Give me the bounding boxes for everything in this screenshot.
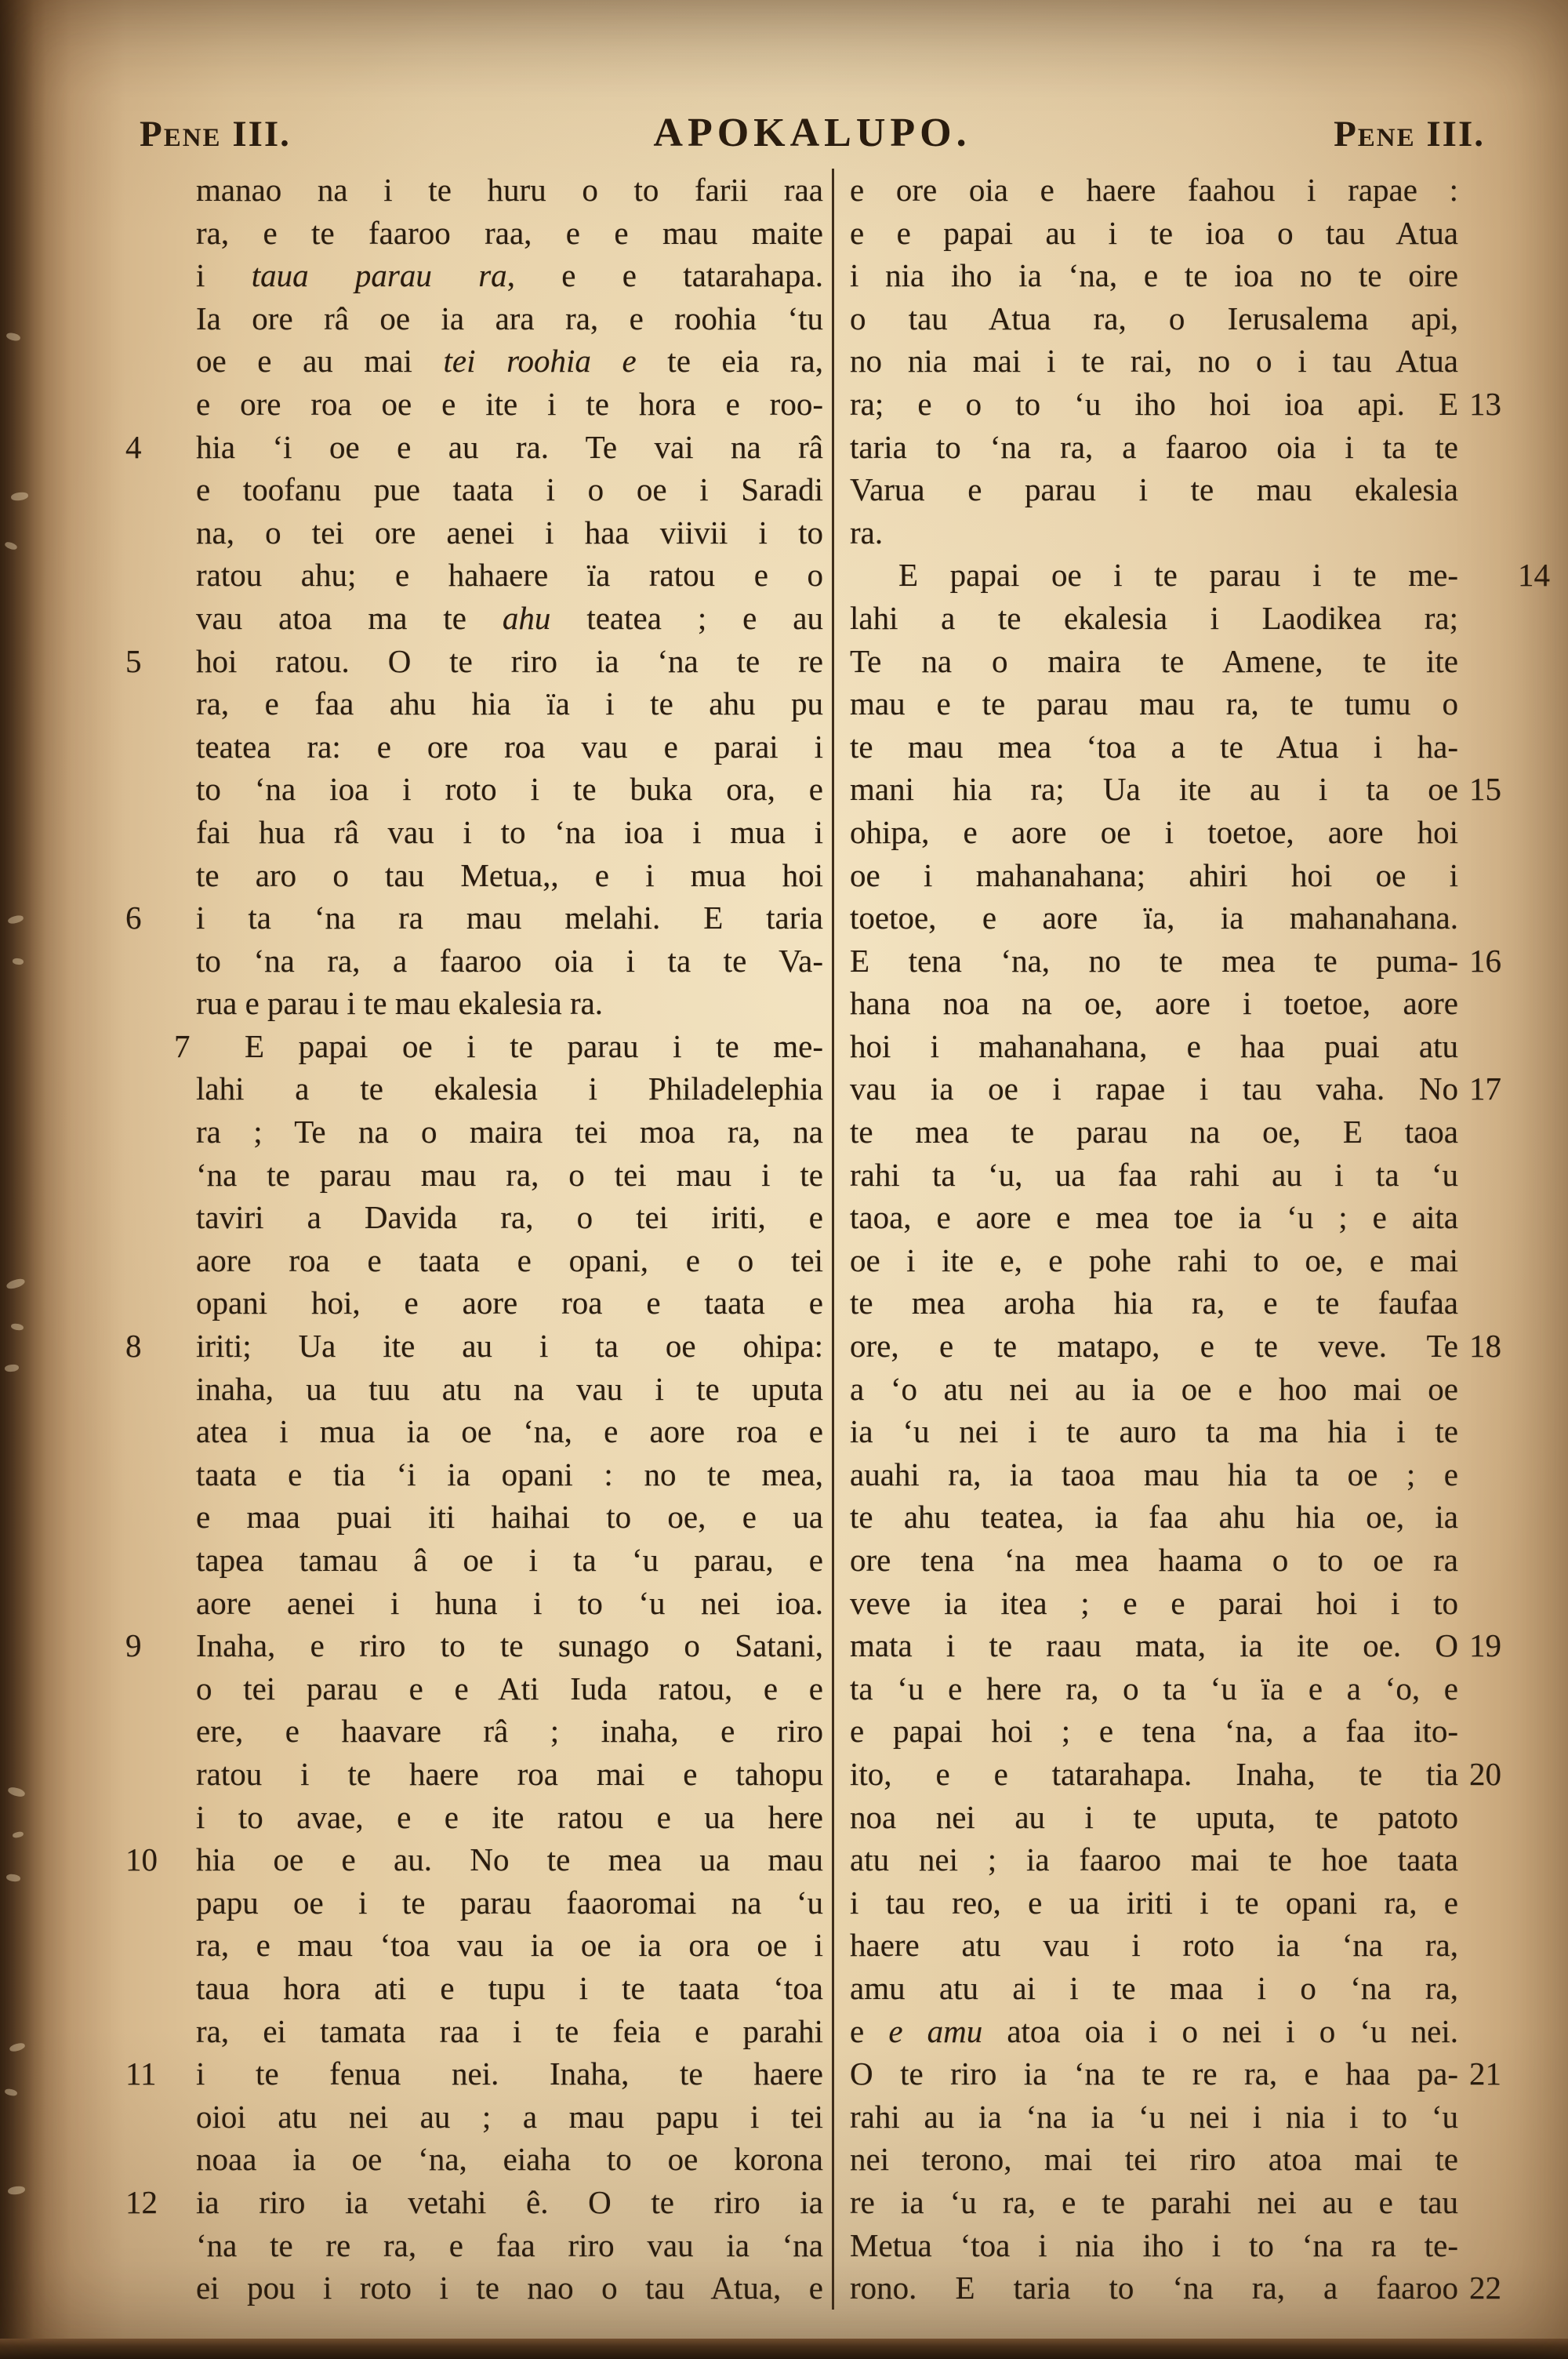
verse-line: [850, 1881, 1458, 1925]
line-text: hia oe e au. No te mea ua mau: [196, 1841, 823, 1878]
line-text: atu nei ; ia faaroo mai te hoe taata: [850, 1841, 1458, 1878]
verse-line: [850, 2052, 1501, 2095]
verse-line: [850, 169, 1458, 212]
verse-line: [196, 940, 823, 983]
verse-number: 4: [125, 428, 142, 465]
line-text: hoi i mahanahana, e haa puai atu: [850, 1027, 1458, 1064]
line-text: ia ‘u nei i te auro ta ma hia i te: [850, 1413, 1458, 1450]
line-text: tapea tamau â oe i ta ‘u parau, e: [196, 1542, 823, 1578]
line-text: te eia ra,: [636, 343, 823, 380]
verse-line: [196, 1967, 823, 2010]
line-text: ‘na te parau mau ra, o tei mau i te: [196, 1156, 823, 1193]
verse-line: [850, 340, 1458, 383]
verse-line: [850, 1582, 1458, 1625]
line-text: mani hia ra; Ua ite au i ta oe: [850, 771, 1458, 808]
line-text: i nia iho ia ‘na, e te ioa no te oire: [850, 257, 1458, 294]
verse-line: [196, 1667, 823, 1710]
line-text: Metua ‘toa i nia iho i to ‘na ra te-: [850, 2226, 1458, 2263]
line-text: ra, e te faaroo raa, e e mau maite: [196, 214, 823, 251]
line-text: ra, e mau ‘toa vau ia oe ia ora oe i: [196, 1927, 823, 1964]
verse-line: [196, 725, 823, 769]
line-text: e ore oia e haere faahou i rapae :: [850, 172, 1458, 208]
verse-line: [850, 896, 1458, 940]
left-column: [125, 169, 823, 2310]
line-text: taata e tia ‘i ia opani : no te mea,: [196, 1456, 823, 1492]
book-spine-shadow: [0, 0, 45, 2359]
italic-text: taua parau ra: [251, 257, 507, 294]
verse-line: [196, 2095, 823, 2139]
verse-number: 9: [125, 1627, 142, 1664]
text-columns: [88, 169, 1550, 2310]
verse-number: 15: [1469, 771, 1501, 808]
verse-line: [850, 811, 1458, 854]
verse-number: 22: [1469, 2270, 1501, 2306]
line-text: a ‘o atu nei au ia oe e hoo mai oe: [850, 1370, 1458, 1407]
verse-line: [850, 212, 1458, 255]
verse-line: [196, 854, 823, 897]
line-text: i: [196, 257, 252, 294]
verse-line: [850, 468, 1458, 511]
verse-number: 10: [125, 1841, 158, 1878]
verse-line: [196, 1410, 823, 1453]
verse-number: 12: [125, 2183, 158, 2220]
line-text: ‘na te re ra, e faa riro vau ia ‘na: [196, 2226, 823, 2263]
line-text: haere atu vau i roto ia ‘na ra,: [850, 1927, 1458, 1964]
running-header: [88, 110, 1523, 156]
verse-line: [125, 1325, 823, 1368]
line-text: ia riro ia vetahi ê. O te riro ia: [196, 2183, 823, 2220]
verse-line: [196, 511, 823, 554]
verse-line: [850, 1624, 1501, 1667]
line-text: e maa puai iti haihai to oe, e ua: [196, 1499, 823, 1536]
verse-line: [196, 169, 823, 212]
line-text: oe i mahanahana; ahiri hoi oe i: [850, 856, 1458, 893]
verse-line: [174, 1025, 823, 1068]
line-text: taua hora ati e tupu i te taata ‘toa: [196, 1969, 823, 2006]
line-text: rua e parau i te mau ekalesia ra.: [196, 985, 604, 1022]
verse-line: [196, 1239, 823, 1282]
verse-line: [850, 854, 1458, 897]
verse-line: [850, 2181, 1458, 2224]
verse-line: [850, 768, 1501, 811]
verse-line: [196, 1196, 823, 1239]
verse-number: 6: [125, 900, 142, 936]
verse-line: [850, 2266, 1501, 2310]
line-text: te aro o tau Metua,, e i mua hoi: [196, 856, 823, 893]
verse-line: [125, 2181, 823, 2224]
line-text: oe i ite e, e pohe rahi to oe, e mai: [850, 1241, 1458, 1278]
verse-line: [125, 426, 823, 469]
verse-line: [196, 468, 823, 511]
verse-line: [125, 1838, 823, 1881]
line-text: i te fenua nei. Inaha, te haere: [196, 2055, 823, 2092]
verse-line: [196, 254, 823, 297]
line-text: Ia ore râ oe ia ara ra, e roohia ‘tu: [196, 300, 823, 336]
verse-line: [196, 1067, 823, 1110]
verse-line: [196, 682, 823, 725]
line-text: o tau Atua ra, o Ierusalema api,: [850, 300, 1458, 336]
verse-line: [850, 426, 1458, 469]
line-text: , e e tatarahapa.: [506, 257, 823, 294]
line-text: atea i mua ia oe ‘na, e aore roa e: [196, 1413, 823, 1450]
line-text: rono. E taria to ‘na ra, a faaroo: [850, 2270, 1458, 2306]
line-text: e toofanu pue taata i o oe i Saradi: [196, 471, 823, 508]
verse-line: [196, 2010, 823, 2053]
line-text: taoa, e aore e mea toe ia ‘u ; e aita: [850, 1199, 1458, 1236]
line-text: hoi ratou. O te riro ia ‘na te re: [196, 642, 823, 679]
line-text: ra, e faa ahu hia ïa i te ahu pu: [196, 685, 823, 722]
verse-line: [196, 1496, 823, 1539]
verse-number: 14: [1518, 557, 1550, 594]
line-text: e: [850, 2012, 889, 2049]
verse-line: [850, 383, 1501, 426]
verse-line: [196, 1796, 823, 1839]
verse-line: [196, 1881, 823, 1925]
line-text: aore roa e taata e opani, e o tei: [196, 1241, 823, 1278]
verse-number: 21: [1469, 2055, 1501, 2092]
verse-line: [850, 2138, 1458, 2181]
line-text: te mea aroha hia ra, e te faufaa: [850, 1285, 1458, 1321]
line-text: e ore roa oe e ite i te hora e roo-: [196, 385, 823, 422]
verse-line: [196, 383, 823, 426]
line-text: lahi a te ekalesia i Laodikea ra;: [850, 599, 1458, 636]
verse-line: [196, 1154, 823, 1197]
line-text: i to avae, e e ite ratou e ua here: [196, 1798, 823, 1835]
line-text: o tei parau e e Ati Iuda ratou, e e: [196, 1670, 823, 1707]
verse-line: [196, 212, 823, 255]
line-text: rahi au ia ‘na ia ‘u nei i nia i to ‘u: [850, 2098, 1458, 2135]
line-text: toetoe, e aore ïa, ia mahanahana.: [850, 900, 1458, 936]
verse-line: [196, 1710, 823, 1753]
line-text: noaa ia oe ‘na, eiaha to oe korona: [196, 2141, 823, 2178]
verse-line: [196, 1582, 823, 1625]
verse-number: 13: [1469, 385, 1501, 422]
verse-line: [850, 1325, 1501, 1368]
line-text: ratou ahu; e hahaere ïa ratou e o: [196, 557, 823, 594]
page-content: [88, 110, 1550, 2310]
verse-line: [196, 982, 823, 1025]
line-text: e e papai au i te ioa o tau Atua: [850, 214, 1458, 251]
line-text: te ahu teatea, ia faa ahu hia oe, ia: [850, 1499, 1458, 1536]
verse-line: [196, 597, 823, 640]
verse-line: [196, 1753, 823, 1796]
line-text: no nia mai i te rai, no o i tau Atua: [850, 343, 1458, 380]
verse-number: 5: [125, 642, 142, 679]
verse-line: [850, 1924, 1458, 1967]
italic-text: e amu: [888, 2012, 983, 2049]
verse-line: [196, 768, 823, 811]
line-text: hana noa na oe, aore i toetoe, aore: [850, 985, 1458, 1022]
verse-number: 17: [1469, 1070, 1501, 1107]
verse-number: 11: [125, 2055, 157, 2092]
verse-line: [850, 297, 1458, 340]
verse-line: [196, 554, 823, 597]
column-divider-rule: [832, 169, 834, 2310]
line-text: vau ia oe i rapae i tau vaha. No: [850, 1070, 1458, 1107]
line-text: e papai hoi ; e tena ‘na, a faa ito-: [850, 1713, 1458, 1750]
verse-line: [850, 1154, 1458, 1197]
verse-line: [850, 1196, 1458, 1239]
verse-line: [850, 1110, 1458, 1154]
line-text: ore tena ‘na mea haama o to oe ra: [850, 1542, 1458, 1578]
line-text: veve ia itea ; e e parai hoi i to: [850, 1584, 1458, 1621]
line-text: vau atoa ma te: [196, 599, 503, 636]
line-text: ore, e te matapo, e te veve. Te: [850, 1328, 1458, 1365]
verse-line: [125, 896, 823, 940]
verse-number: 7: [174, 1027, 191, 1064]
verse-line: [850, 2095, 1458, 2139]
verse-line: [196, 1281, 823, 1325]
verse-line: [850, 2010, 1458, 2053]
verse-line: [125, 1624, 823, 1667]
line-text: Varua e parau i te mau ekalesia: [850, 471, 1458, 508]
book-bottom-edge: [0, 2339, 1568, 2359]
line-text: i ta ‘na ra mau melahi. E taria: [196, 900, 823, 936]
verse-number: 16: [1469, 942, 1501, 979]
verse-line: [850, 1368, 1458, 1411]
header-book-title: APOKALUPO.: [653, 111, 971, 155]
line-text: nei terono, mai tei riro atoa mai te: [850, 2141, 1458, 2178]
verse-number: 19: [1469, 1627, 1501, 1664]
line-text: oioi atu nei au ; a mau papu i tei: [196, 2098, 823, 2135]
line-text: ohipa, e aore oe i toetoe, aore hoi: [850, 813, 1458, 850]
line-text: re ia ‘u ra, e te parahi nei au e tau: [850, 2183, 1458, 2220]
verse-line: [850, 1967, 1458, 2010]
line-text: manao na i te huru o to farii raa: [196, 172, 823, 208]
verse-line: [196, 2266, 823, 2310]
line-text: ra ; Te na o maira tei moa ra, na: [196, 1114, 823, 1150]
line-text: lahi a te ekalesia i Philadelephia: [196, 1070, 823, 1107]
italic-text: ahu: [502, 599, 551, 636]
verse-line: [850, 1539, 1458, 1582]
verse-line: [850, 1067, 1501, 1110]
verse-line: [850, 554, 1550, 597]
line-text: ito, e e tatarahapa. Inaha, te tia: [850, 1755, 1458, 1792]
verse-line: [850, 1753, 1501, 1796]
line-text: fai hua râ vau i to ‘na ioa i mua i: [196, 813, 823, 850]
verse-line: [850, 511, 1458, 554]
verse-line: [850, 1496, 1458, 1539]
verse-line: [850, 1453, 1458, 1496]
verse-line: [125, 2052, 823, 2095]
verse-line: [850, 1410, 1458, 1453]
header-chapter-left: Pene III.: [140, 114, 291, 154]
line-text: papu oe i te parau faaoromai na ‘u: [196, 1884, 823, 1921]
verse-line: [850, 1281, 1458, 1325]
line-text: E tena ‘na, no te mea te puma-: [850, 942, 1458, 979]
line-text: opani hoi, e aore roa e taata e: [196, 1285, 823, 1321]
verse-line: [196, 340, 823, 383]
verse-line: [850, 254, 1458, 297]
verse-line: [196, 1110, 823, 1154]
verse-number: 18: [1469, 1328, 1501, 1365]
verse-line: [196, 1539, 823, 1582]
line-text: taviri a Davida ra, o tei iriti, e: [196, 1199, 823, 1236]
line-text: na, o tei ore aenei i haa viivii i to: [196, 514, 823, 551]
line-text: ra, ei tamata raa i te feia e parahi: [196, 2012, 823, 2049]
line-text: te mea te parau na oe, E taoa: [850, 1114, 1458, 1150]
line-text: hia ‘i oe e au ra. Te vai na râ: [196, 428, 823, 465]
line-text: atoa oia i o nei i o ‘u nei.: [982, 2012, 1458, 2049]
verse-line: [850, 640, 1458, 683]
line-text: ratou i te haere roa mai e tahopu: [196, 1755, 823, 1792]
line-text: E papai oe i te parau i te me-: [898, 557, 1458, 594]
line-text: te mau mea ‘toa a te Atua i ha-: [850, 728, 1458, 765]
line-text: auahi ra, ia taoa mau hia ta oe ; e: [850, 1456, 1458, 1492]
line-text: iriti; Ua ite au i ta oe ohipa:: [196, 1328, 823, 1365]
verse-line: [850, 1838, 1458, 1881]
line-text: ei pou i roto i te nao o tau Atua, e: [196, 2270, 823, 2306]
right-column: [850, 169, 1550, 2310]
verse-line: [196, 2224, 823, 2267]
verse-line: [850, 597, 1458, 640]
verse-line: [196, 2138, 823, 2181]
verse-line: [196, 1453, 823, 1496]
verse-line: [850, 940, 1501, 983]
verse-line: [850, 682, 1458, 725]
verse-line: [850, 1239, 1458, 1282]
verse-number: 8: [125, 1328, 142, 1365]
line-text: mau e te parau mau ra, te tumu o: [850, 685, 1458, 722]
line-text: teatea ra: e ore roa vau e parai i: [196, 728, 823, 765]
verse-line: [125, 640, 823, 683]
verse-line: [196, 811, 823, 854]
line-text: to ‘na ra, a faaroo oia i ta te Va-: [196, 942, 823, 979]
line-text: amu atu ai i te maa i o ‘na ra,: [850, 1969, 1458, 2006]
line-text: teatea ; e au: [550, 599, 823, 636]
line-text: i tau reo, e ua iriti i te opani ra, e: [850, 1884, 1458, 1921]
verse-number: 20: [1469, 1755, 1501, 1792]
header-chapter-right: Pene III.: [1334, 114, 1485, 154]
line-text: oe e au mai: [196, 343, 444, 380]
line-text: aore aenei i huna i to ‘u nei ioa.: [196, 1584, 823, 1621]
verse-line: [196, 1924, 823, 1967]
verse-line: [850, 1667, 1458, 1710]
line-text: ra; e o to ‘u iho hoi ioa api. E: [850, 385, 1458, 422]
verse-line: [850, 2224, 1458, 2267]
verse-line: [196, 1368, 823, 1411]
line-text: Inaha, e riro to te sunago o Satani,: [196, 1627, 823, 1664]
verse-line: [196, 297, 823, 340]
line-text: inaha, ua tuu atu na vau i te uputa: [196, 1370, 823, 1407]
line-text: to ‘na ioa i roto i te buka ora, e: [196, 771, 823, 808]
verse-line: [850, 1025, 1458, 1068]
line-text: mata i te raau mata, ia ite oe. O: [850, 1627, 1458, 1664]
verse-line: [850, 1710, 1458, 1753]
line-text: rahi ta ‘u, ua faa rahi au i ta ‘u: [850, 1156, 1458, 1193]
verse-line: [850, 982, 1458, 1025]
line-text: Te na o maira te Amene, te ite: [850, 642, 1458, 679]
line-text: E papai oe i te parau i te me-: [245, 1027, 823, 1064]
line-text: ra.: [850, 514, 884, 551]
line-text: ta ‘u e here ra, o ta ‘u ïa e a ‘o, e: [850, 1670, 1458, 1707]
line-text: O te riro ia ‘na te re ra, e haa pa-: [850, 2055, 1458, 2092]
line-text: taria to ‘na ra, a faaroo oia i ta te: [850, 428, 1458, 465]
verse-line: [850, 1796, 1458, 1839]
line-text: noa nei au i te uputa, te patoto: [850, 1798, 1458, 1835]
line-text: ere, e haavare râ ; inaha, e riro: [196, 1713, 823, 1750]
verse-line: [850, 725, 1458, 769]
italic-text: tei roohia e: [443, 343, 637, 380]
